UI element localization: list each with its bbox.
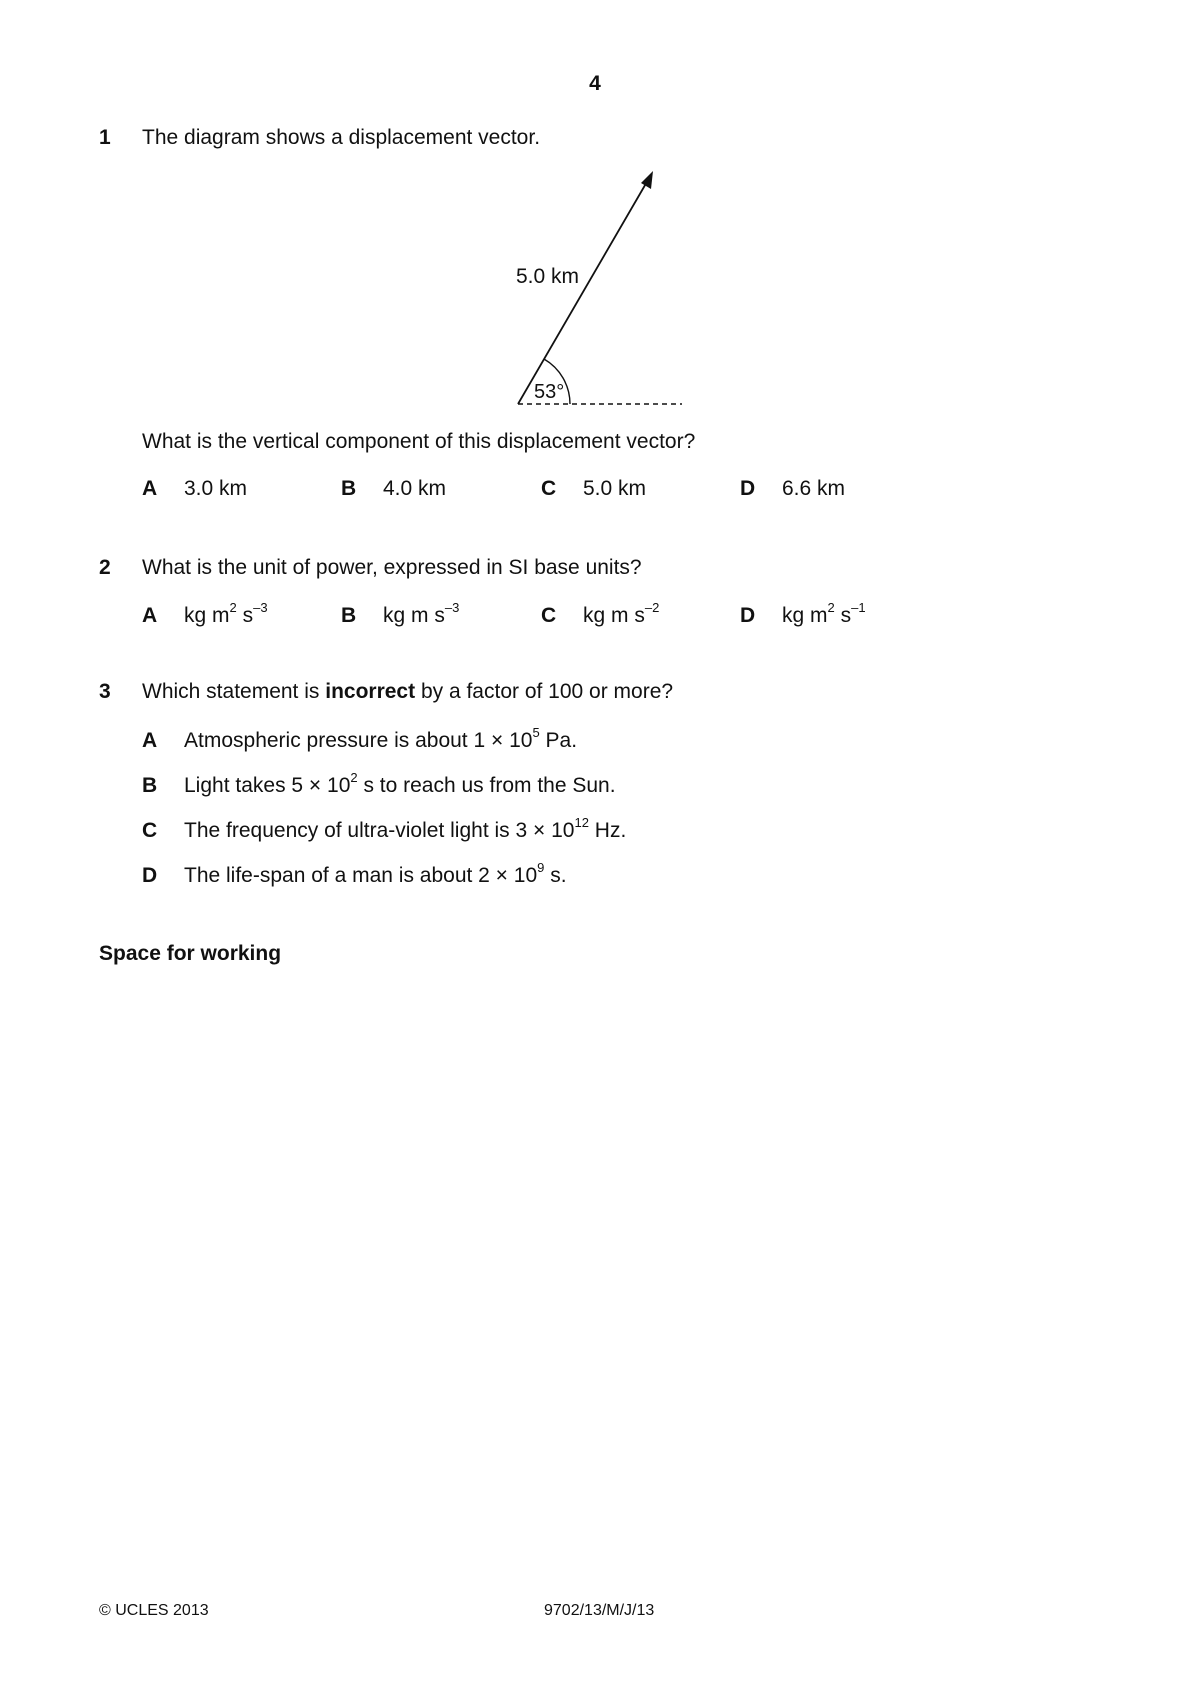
q1-option-c-text: 5.0 km [583,477,647,500]
question-2-stem: What is the unit of power, expressed in SI base units? [142,556,642,579]
question-1-stem: The diagram shows a displacement vector. [142,126,541,149]
q1-option-b-text: 4.0 km [383,477,447,500]
page-number: 4 [589,72,601,95]
q3-option-b-text: Light takes $5 \times 10^2$ s to reach us from the Sun. [184,770,616,797]
option-letter: B [341,477,357,500]
vector-line [518,180,648,404]
q2-option-a-text: kg $m^2$ $s^{-3}$ [184,600,268,627]
question-2-number: 2 [99,556,111,579]
angle-label: 53° [534,381,565,403]
option-letter: D [740,604,756,627]
option-letter: A [142,604,158,627]
footer-copyright: © UCLES 2013 [99,1602,209,1619]
q2-option-c[interactable] [541,604,556,628]
q3-option-c-text: The frequency of ultra-violet light is $3 \times 10^{12}$ Hz. [184,815,627,842]
vector-arrowhead [641,171,653,189]
displacement-vector-diagram [500,170,700,410]
question-3-stem: Which statement is incorrect by a factor of 100 or more? [142,680,674,703]
vector-magnitude-label: 5.0 km [516,265,580,288]
q2-option-c-text: kg m $s^{-2}$ [583,600,660,627]
q3-option-c[interactable]: C [142,819,158,842]
question-1-prompt: What is the vertical component of this displacement vector? [142,430,696,453]
q3-option-d-text: The life-span of a man is about $2 \times 10^9$ s. [184,860,567,887]
option-letter: A [142,477,158,500]
option-letter: B [341,604,357,627]
q1-option-c[interactable] [541,477,556,501]
q1-option-a-text: 3.0 km [184,477,248,500]
q2-option-b-text: kg m $s^{-3}$ [383,600,460,627]
q3-option-a[interactable]: A [142,729,158,752]
working-space-label: Space for working [99,942,282,965]
q2-option-a[interactable] [142,604,157,628]
q3-option-a-text: Atmospheric pressure is about $1 \times 10^5$ Pa. [184,725,578,752]
question-3-number: 3 [99,680,111,703]
q1-option-a[interactable] [142,477,157,501]
q1-option-d[interactable] [740,477,755,501]
question-1-number: 1 [99,126,111,149]
q1-option-b[interactable] [341,477,356,501]
q1-option-d-text: 6.6 km [782,477,846,500]
q2-option-d-text: kg $m^2$ $s^{-1}$ [782,600,866,627]
footer-paper-code: 9702/13/M/J/13 [544,1602,655,1619]
q2-option-b[interactable] [341,604,356,628]
option-letter: C [541,477,557,500]
option-letter: C [541,604,557,627]
q3-option-b[interactable]: B [142,774,158,797]
option-letter: D [740,477,756,500]
q2-option-d[interactable] [740,604,755,628]
q3-option-d[interactable]: D [142,864,158,887]
